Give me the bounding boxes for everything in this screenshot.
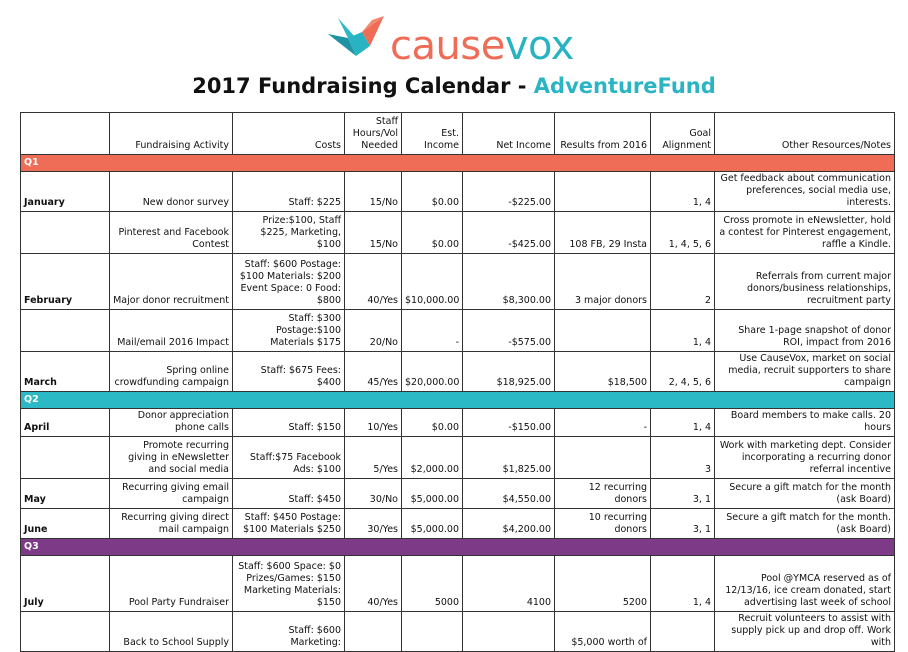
quarter-label: Q1 [21, 155, 895, 172]
table-cell [345, 612, 402, 652]
table-cell: Use CauseVox, market on social media, recruit supporters to share campaign [715, 352, 895, 392]
month-cell: March [21, 352, 110, 392]
quarter-label: Q2 [21, 392, 895, 409]
table-cell: 15/No [345, 212, 402, 254]
table-cell: Staff: $600 Marketing: [233, 612, 345, 652]
table-cell: 1, 4 [651, 556, 715, 612]
table-cell: $8,300.00 [463, 254, 555, 310]
table-cell: - [402, 310, 463, 352]
table-cell: 40/Yes [345, 556, 402, 612]
table-cell: Staff: $450 [233, 479, 345, 509]
table-cell: 40/Yes [345, 254, 402, 310]
month-cell [21, 212, 110, 254]
month-cell: June [21, 509, 110, 539]
header-cell: Goal Alignment [651, 113, 715, 155]
table-body [21, 155, 895, 652]
table-cell: 4100 [463, 556, 555, 612]
table-cell: 10/Yes [345, 409, 402, 437]
wordmark-cause: cause [390, 23, 505, 69]
fundraising-calendar-table [20, 112, 895, 652]
title-fund-name: AdventureFund [533, 74, 716, 98]
month-cell: April [21, 409, 110, 437]
table-cell: 1, 4 [651, 409, 715, 437]
table-cell: 1, 4, 5, 6 [651, 212, 715, 254]
table-cell: $4,200.00 [463, 509, 555, 539]
table-cell: $0.00 [402, 409, 463, 437]
table-cell: Staff: $600 Postage: $100 Materials: $200 Event Space: 0 Food: $800 [233, 254, 345, 310]
table-cell [651, 612, 715, 652]
month-cell: January [21, 172, 110, 212]
table-cell: Pool Party Fundraiser [110, 556, 233, 612]
table-cell: Pinterest and Facebook Contest [110, 212, 233, 254]
title-main: 2017 Fundraising Calendar - [192, 74, 534, 98]
quarter-row [21, 539, 895, 556]
table-cell: Major donor recruitment [110, 254, 233, 310]
table-cell: $1,825.00 [463, 437, 555, 479]
header-cell: Fundraising Activity [110, 113, 233, 155]
table-cell: 2, 4, 5, 6 [651, 352, 715, 392]
table-cell: 30/Yes [345, 509, 402, 539]
table-cell: Staff: $300 Postage:$100 Materials $175 [233, 310, 345, 352]
table-cell [555, 310, 651, 352]
table-cell: Get feedback about communication preferences, social media use, interests. [715, 172, 895, 212]
table-cell: Referrals from current major donors/business relationships, recruitment party [715, 254, 895, 310]
table-row [21, 254, 895, 310]
table-cell: $0.00 [402, 212, 463, 254]
header-cell: Est. Income [402, 113, 463, 155]
causevox-logo [326, 12, 576, 69]
table-row [21, 212, 895, 254]
table-cell: Recruit volunteers to assist with supply pick up and drop off. Work with [715, 612, 895, 652]
table-cell: 5/Yes [345, 437, 402, 479]
table-cell: -$150.00 [463, 409, 555, 437]
table-cell [555, 437, 651, 479]
table-row [21, 310, 895, 352]
table-row [21, 479, 895, 509]
table-cell: -$225.00 [463, 172, 555, 212]
table-cell: $20,000.00 [402, 352, 463, 392]
table-cell: 10 recurring donors [555, 509, 651, 539]
bird-logo-icon [326, 12, 386, 56]
table-cell: 45/Yes [345, 352, 402, 392]
table-header [21, 113, 895, 155]
table-cell: 15/No [345, 172, 402, 212]
table-cell: Share 1-page snapshot of donor ROI, impact from 2016 [715, 310, 895, 352]
table-cell: 30/No [345, 479, 402, 509]
table-row [21, 409, 895, 437]
table-cell: Prize:$100, Staff $225, Marketing, $100 [233, 212, 345, 254]
table-cell: Pool @YMCA reserved as of 12/13/16, ice cream donated, start advertising last week of school [715, 556, 895, 612]
table-cell: Donor appreciation phone calls [110, 409, 233, 437]
table-cell: Work with marketing dept. Consider incorporating a recurring donor referral incentive [715, 437, 895, 479]
header-cell: Costs [233, 113, 345, 155]
table-cell: Staff:$75 Facebook Ads: $100 [233, 437, 345, 479]
header-cell: Net Income [463, 113, 555, 155]
table-cell: $5,000 worth of [555, 612, 651, 652]
header-cell: Other Resources/Notes [715, 113, 895, 155]
table-cell: Staff: $675 Fees: $400 [233, 352, 345, 392]
quarter-row [21, 155, 895, 172]
table-cell: Staff: $450 Postage: $100 Materials $250 [233, 509, 345, 539]
table-row [21, 612, 895, 652]
table-cell: Mail/email 2016 Impact [110, 310, 233, 352]
month-cell: July [21, 556, 110, 612]
table-cell: 12 recurring donors [555, 479, 651, 509]
table-cell: $0.00 [402, 172, 463, 212]
table-row [21, 437, 895, 479]
table-cell: Cross promote in eNewsletter, hold a contest for Pinterest engagement, raffle a Kindle. [715, 212, 895, 254]
table-cell: Staff: $600 Space: $0 Prizes/Games: $150 Marketing Materials: $150 [233, 556, 345, 612]
logo-wordmark [390, 23, 574, 69]
table-cell: $5,000.00 [402, 509, 463, 539]
table-cell: -$425.00 [463, 212, 555, 254]
table-cell: Promote recurring giving in eNewsletter and social media [110, 437, 233, 479]
month-cell [21, 310, 110, 352]
table-cell: 3, 1 [651, 479, 715, 509]
table-cell: 108 FB, 29 Insta [555, 212, 651, 254]
table-cell: 1, 4 [651, 172, 715, 212]
month-cell: February [21, 254, 110, 310]
table-cell: Recurring giving email campaign [110, 479, 233, 509]
table-cell: $2,000.00 [402, 437, 463, 479]
table-cell: Recurring giving direct mail campaign [110, 509, 233, 539]
table-cell [555, 172, 651, 212]
table-cell: $18,925.00 [463, 352, 555, 392]
quarter-row [21, 392, 895, 409]
table-cell: $18,500 [555, 352, 651, 392]
month-cell: May [21, 479, 110, 509]
table-cell: 3 [651, 437, 715, 479]
table-cell: New donor survey [110, 172, 233, 212]
table-cell: $4,550.00 [463, 479, 555, 509]
table-cell [402, 612, 463, 652]
table-cell: Secure a gift match for the month. (ask Board) [715, 509, 895, 539]
table-cell: -$575.00 [463, 310, 555, 352]
table-cell: $10,000.00 [402, 254, 463, 310]
table-cell: Back to School Supply [110, 612, 233, 652]
table-cell: $5,000.00 [402, 479, 463, 509]
table-cell: Staff: $150 [233, 409, 345, 437]
table-cell: 5200 [555, 556, 651, 612]
table-row [21, 172, 895, 212]
table-cell: Board members to make calls. 20 hours [715, 409, 895, 437]
table-cell: 2 [651, 254, 715, 310]
month-cell [21, 437, 110, 479]
header-cell: Staff Hours/Vol Needed [345, 113, 402, 155]
header-row [21, 113, 895, 155]
header-cell [21, 113, 110, 155]
table-row [21, 352, 895, 392]
table-row [21, 556, 895, 612]
table-cell: Staff: $225 [233, 172, 345, 212]
wordmark-vox: vox [504, 23, 574, 69]
header-cell: Results from 2016 [555, 113, 651, 155]
table-cell: Secure a gift match for the month (ask Board) [715, 479, 895, 509]
table-cell: 3 major donors [555, 254, 651, 310]
table-cell: Spring online crowdfunding campaign [110, 352, 233, 392]
table-cell: 1, 4 [651, 310, 715, 352]
table-cell: - [555, 409, 651, 437]
table-cell: 20/No [345, 310, 402, 352]
table-cell: 3, 1 [651, 509, 715, 539]
quarter-label: Q3 [21, 539, 895, 556]
table-row [21, 509, 895, 539]
table-cell [463, 612, 555, 652]
page-title [0, 74, 908, 98]
table-cell: 5000 [402, 556, 463, 612]
month-cell [21, 612, 110, 652]
